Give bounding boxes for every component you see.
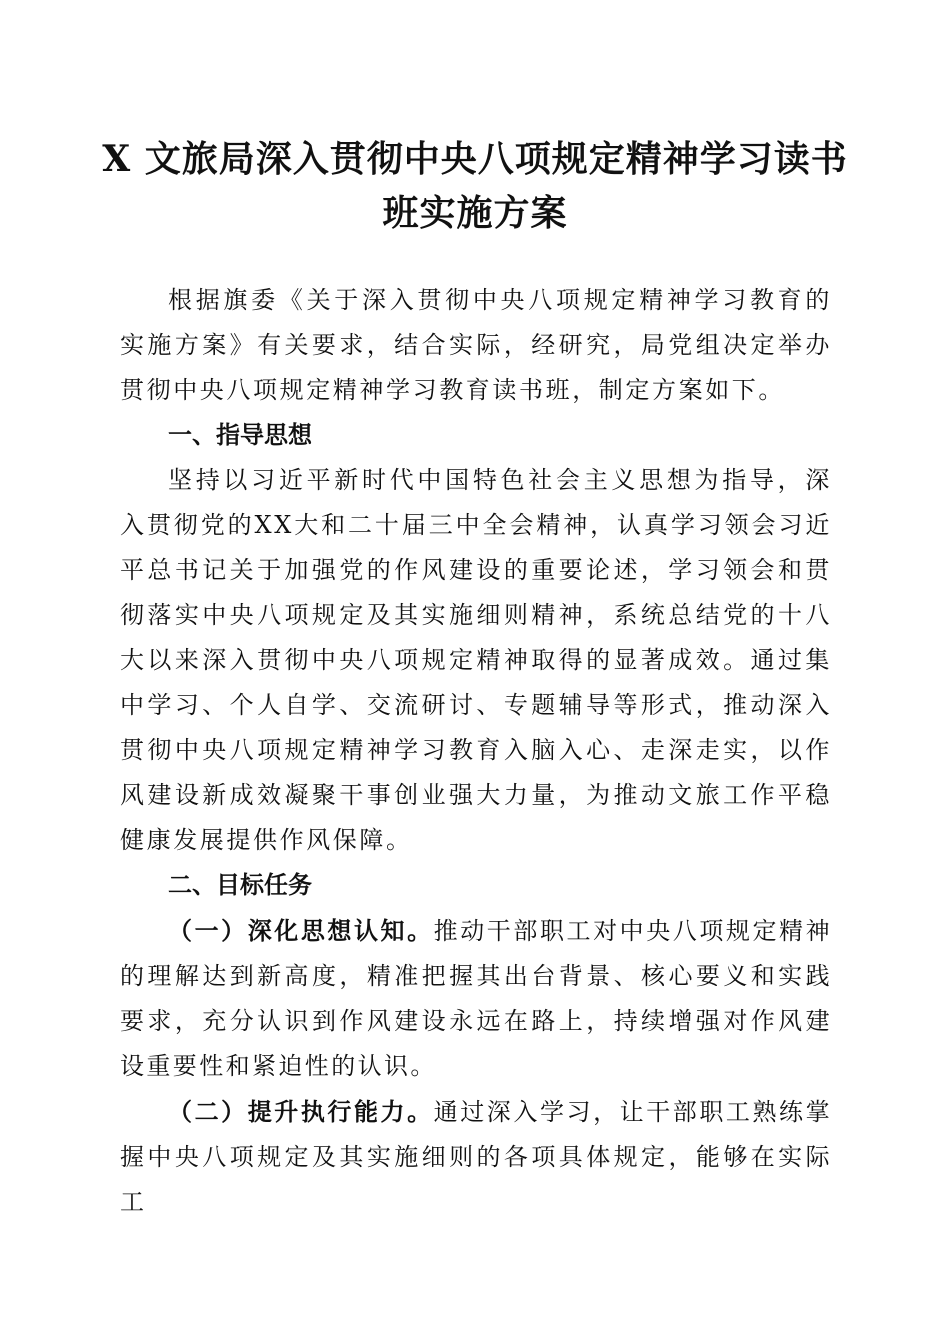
intro-paragraph: 根据旗委《关于深入贯彻中央八项规定精神学习教育的实施方案》有关要求，结合实际，经研究，局党组决定举办贯彻中央八项规定精神学习教育读书班，制定方案如下。 xyxy=(120,286,832,404)
goal-item-1-lead: （一）深化思想认知。 xyxy=(168,916,434,945)
section-heading-guiding-thought: 一、指导思想 xyxy=(168,421,312,449)
title-line-1: X 文旅局深入贯彻中央八项规定精神学习读书 xyxy=(102,138,848,180)
goal-item-1-text: 推动干部职工对中央八项规定精神的理解达到新高度，精准把握其出台背景、核心要义和实践要求，充分认识到作风建设永远在路上，持续增强对作风建设重要性和紧迫性的认识。 xyxy=(120,917,833,1080)
guiding-thought-paragraph: 坚持以习近平新时代中国特色社会主义思想为指导，深入贯彻党的XX大和二十届三中全会精神，认真学习领会习近平总书记关于加强党的作风建设的重要论述，学习领会和贯彻落实中央八项规定及其实施细则精神，系统总结党的十八大以来深入贯彻中央八项规定精神取得的显著成效。通过集中学习、个人自学、交流研讨、专题辅导等形式，推动深入贯彻中央八项规定精神学习教育入脑入心、走深走实，以作风建设新成效凝聚干事创业强大力量，为推动文旅工作平稳健康发展提供作风保障。 xyxy=(120,466,832,854)
goal-item-1 xyxy=(120,908,832,1089)
goal-item-2 xyxy=(120,1089,832,1225)
goal-item-2-lead: （二）提升执行能力。 xyxy=(168,1097,434,1126)
document-body xyxy=(120,278,832,1225)
title-line-2: 班实施方案 xyxy=(382,192,568,234)
section-heading-goals: 二、目标任务 xyxy=(168,871,312,899)
document-title xyxy=(100,132,850,240)
goal-item-2-text: 通过深入学习，让干部职工熟练掌握中央八项规定及其实施细则的各项具体规定，能够在实际工 xyxy=(120,1098,833,1216)
